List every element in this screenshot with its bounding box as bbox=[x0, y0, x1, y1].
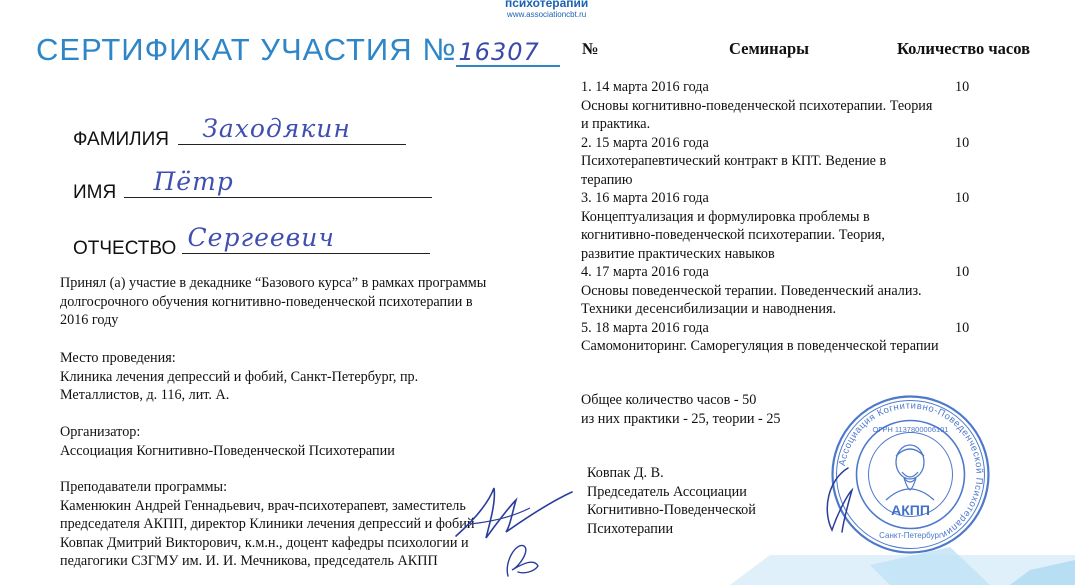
footer-decoration-icon bbox=[690, 535, 1075, 585]
seminar-date: 3. 16 марта 2016 года bbox=[581, 190, 709, 206]
signature-3-icon bbox=[808, 460, 868, 540]
seminar-topic: Основы когнитивно-поведенческой психотерапии. Теория и практика. bbox=[581, 97, 933, 132]
stamp-outer-text: Ассоциация Когнитивно-Поведенческой Психотерапии bbox=[837, 400, 985, 541]
logo-text bbox=[505, 0, 588, 20]
teacher-2: Ковпак Дмитрий Викторович, к.м.н., доцент кафедры психологии и педагогики СЗГМУ им. И. И. Мечникова, председатель АКПП bbox=[60, 534, 469, 569]
seminar-topic: Концептуализация и формулировка проблемы в когнитивно-поведенческой психотерапии. Теория, развитие практических навыков bbox=[581, 208, 885, 262]
col-hours-header: Количество часов bbox=[897, 39, 1030, 58]
signatory-position: Председатель Ассоциации Когнитивно-Поведенческой Психотерапии bbox=[587, 483, 756, 537]
seminar-hours: 10 bbox=[955, 79, 970, 95]
patronymic-handwritten: Сергеевич bbox=[187, 223, 335, 252]
seminar-hours: 10 bbox=[955, 190, 970, 206]
organizer-label: Организатор: bbox=[60, 424, 141, 440]
col-number-header: № bbox=[582, 39, 599, 58]
name-row bbox=[73, 167, 432, 204]
seminar-date: 4. 17 марта 2016 года bbox=[581, 264, 709, 280]
certificate-title-text: СЕРТИФИКАТ УЧАСТИЯ № bbox=[36, 32, 457, 67]
col-seminars-header: Семинары bbox=[729, 39, 810, 58]
seminar-topic: Основы поведенческой терапии. Поведенческий анализ. Техники десенсибилизации и наводнения. bbox=[581, 282, 922, 317]
stamp-abbr: АКПП bbox=[891, 502, 930, 518]
participation-paragraph: Принял (а) участие в декаднике “Базового курса” в рамках программы долгосрочного обучения когнитивно-поведенческой психотерапии в 2016 году bbox=[60, 275, 487, 328]
seminar-item bbox=[581, 263, 970, 319]
venue-block bbox=[60, 349, 500, 405]
total-hours: Общее количество часов - 50 bbox=[581, 392, 757, 408]
seminar-date: 5. 18 марта 2016 года bbox=[581, 319, 709, 336]
seminar-hours: 10 bbox=[955, 264, 970, 280]
logo-title: психотерапии bbox=[505, 0, 589, 10]
seminar-topic: Самомониторинг. Саморегуляция в поведенческой терапии bbox=[581, 338, 939, 354]
totals-block bbox=[581, 391, 781, 428]
seminar-item bbox=[581, 319, 970, 356]
stamp-city: Санкт-Петербург bbox=[879, 531, 942, 540]
name-line bbox=[124, 167, 432, 198]
organizer-block bbox=[60, 423, 500, 460]
signatory-name: Ковпак Д. В. bbox=[587, 465, 664, 481]
certificate-number: 16307 bbox=[456, 39, 560, 67]
teachers-label: Преподаватели программы: bbox=[60, 479, 228, 495]
seminar-date: 1. 14 марта 2016 года bbox=[581, 79, 709, 95]
surname-handwritten: Заходякин bbox=[202, 114, 351, 143]
patronymic-label: ОТЧЕСТВО bbox=[73, 238, 177, 259]
participation-text bbox=[60, 274, 500, 330]
name-handwritten: Пётр bbox=[153, 167, 234, 196]
venue-label: Место проведения: bbox=[60, 350, 176, 366]
seminar-item bbox=[581, 189, 970, 263]
surname-line bbox=[178, 114, 406, 145]
seminar-date: 2. 15 марта 2016 года bbox=[581, 134, 709, 151]
seminar-item bbox=[581, 134, 970, 190]
seminar-item bbox=[581, 78, 970, 134]
seminar-list bbox=[581, 78, 970, 356]
seminar-topic: Психотерапевтический контракт в КПТ. Ведение в терапию bbox=[581, 153, 887, 188]
teachers-block bbox=[60, 478, 500, 571]
seminar-hours: 10 bbox=[955, 134, 970, 151]
surname-label: ФАМИЛИЯ bbox=[73, 129, 170, 150]
venue-text: Клиника лечения депрессий и фобий, Санкт-Петербург, пр. Металлистов, д. 116, лит. А. bbox=[60, 368, 419, 403]
patronymic-row bbox=[73, 223, 430, 260]
name-label: ИМЯ bbox=[73, 182, 117, 203]
organizer-text: Ассоциация Когнитивно-Поведенческой Психотерапии bbox=[60, 442, 395, 459]
seminar-hours: 10 bbox=[955, 319, 970, 336]
patronymic-line bbox=[182, 223, 430, 254]
teacher-1: Каменюкин Андрей Геннадьевич, врач-психотерапевт, заместитель председателя АКПП, директор Клиники лечения депрессий и фобий bbox=[60, 497, 475, 532]
certificate-title bbox=[36, 32, 560, 68]
signature-block bbox=[587, 464, 787, 538]
surname-row bbox=[73, 114, 406, 151]
total-breakdown: из них практики - 25, теории - 25 bbox=[581, 410, 781, 427]
stamp-ogrn: ОГРН 1137800006101 bbox=[872, 425, 949, 434]
signature-2-icon bbox=[494, 536, 544, 581]
logo-url: www.associationcbt.ru bbox=[507, 10, 587, 19]
